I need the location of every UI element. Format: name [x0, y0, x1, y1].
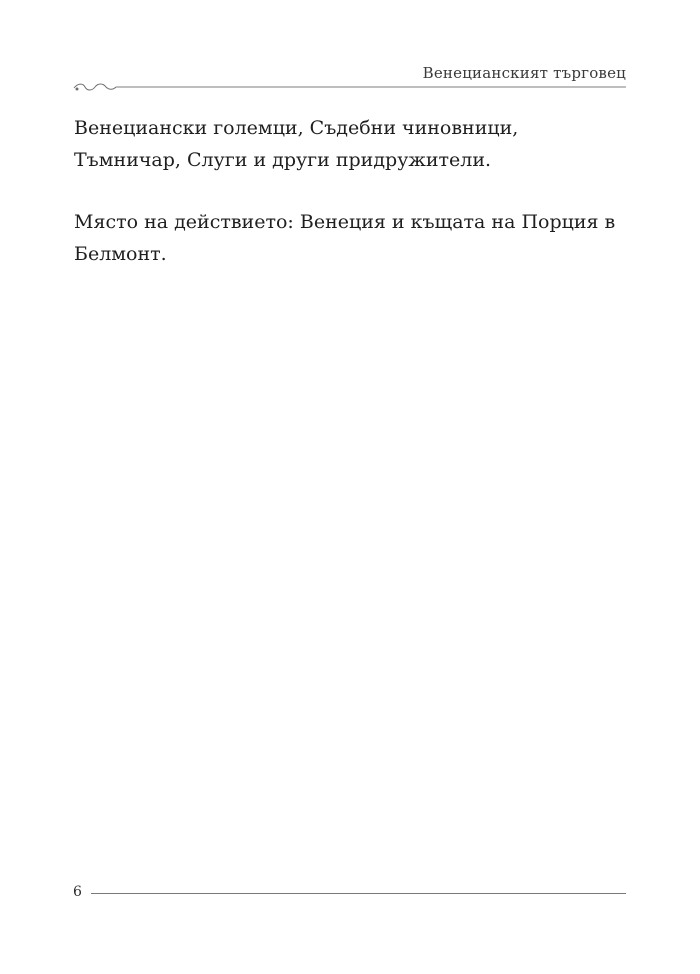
page-body: [74, 112, 626, 300]
footer-rule: [91, 893, 626, 894]
characters-paragraph: Венециански големци, Съдебни чиновници, Тъмничар, Слуги и други придружители.: [74, 117, 519, 171]
page-number: 6: [73, 884, 82, 900]
ornamental-header-rule: [73, 81, 626, 93]
running-header: [73, 64, 626, 94]
page-footer: [73, 884, 626, 904]
flourish-ornament-icon: [74, 84, 116, 90]
running-title: Венецианският търговец: [422, 64, 626, 82]
setting-paragraph: Място на действието: Венеция и къщата на Порция в Белмонт.: [74, 211, 616, 265]
